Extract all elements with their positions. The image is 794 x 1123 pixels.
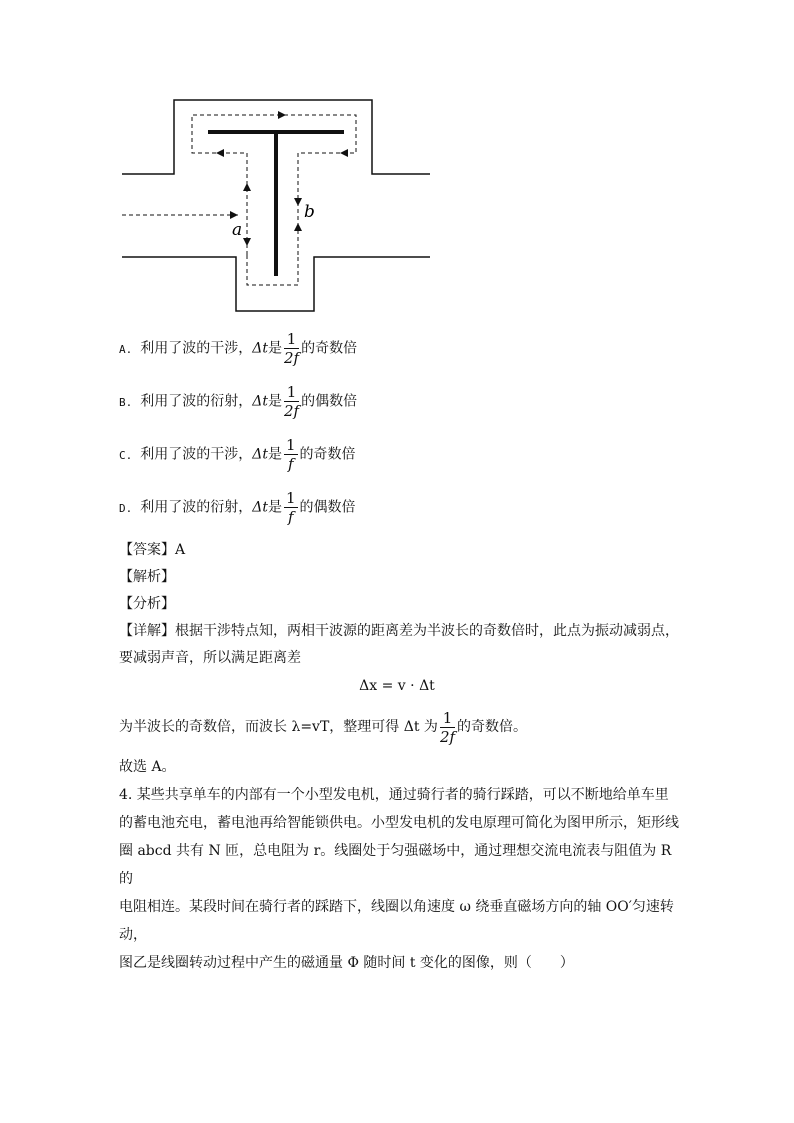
answer-line: 【答案】A <box>119 542 186 558</box>
arrow-left-up <box>243 183 251 191</box>
option-b[interactable]: B. 利用了波的衍射，Δt是 $\frac{1}{2f}$ 的偶数倍 <box>119 383 358 420</box>
arrow-top-right <box>278 111 286 119</box>
option-c[interactable]: C. 利用了波的干涉，Δt是 $\frac{1}{f}$ 的奇数倍 <box>119 436 356 473</box>
question-4: 4. 某些共享单车的内部有一个小型发电机，通过骑行者的骑行踩踏，可以不断地给单车里 的蓄电池充电，蓄电池再给智能锁供电。小型发电机的发电原理可简化为图甲所示，矩形线 圈 abcd 共有 N 匝，总电阻为 r。线圈处于匀强磁场中，通过理想交流电流表与阻值为 R 的 电阻相连。某段时间在骑行者的踩踏下，线圈以角速度 ω 绕垂直磁场方向的轴 OO′匀速转动， 图乙是线圈转动过程中产生的磁通量 Φ 随时间 t 变化的图像，则（ ） <box>119 787 679 971</box>
analysis-tag: 【解析】 <box>119 569 175 585</box>
label-b: b <box>304 202 315 222</box>
option-label: B. <box>119 395 133 409</box>
fraction: $\frac{1}{2f}$ <box>439 708 456 746</box>
arrow-top-left-down <box>216 149 224 157</box>
arrow-right-up <box>294 223 302 231</box>
option-label: D. <box>119 501 133 515</box>
fraction: $\frac{1}{2f}$ <box>284 330 300 367</box>
arrow-incoming <box>230 211 238 219</box>
fraction: $\frac{1}{f}$ <box>286 489 296 526</box>
path-dashed-bottom <box>247 255 298 285</box>
fraction: $\frac{1}{2f}$ <box>284 383 300 420</box>
conclusion: 故选 A。 <box>119 759 176 775</box>
arrow-right-down <box>294 198 302 206</box>
option-d[interactable]: D. 利用了波的衍射，Δt是 $\frac{1}{f}$ 的偶数倍 <box>119 489 356 526</box>
muffler-diagram <box>110 95 440 320</box>
option-a[interactable]: A. 利用了波的干涉，Δt是 $\frac{1}{2f}$ 的奇数倍 <box>119 330 358 367</box>
breakdown-tag: 【分析】 <box>119 596 175 612</box>
equation: Δx = v · Δt <box>359 678 435 694</box>
arrow-top-right-left <box>340 149 348 157</box>
detail-line3: 为半波长的奇数倍，而波长 λ=vT，整理可得 Δt 为 $\frac{1}{2f}$ 的奇数倍。 <box>119 708 528 746</box>
fraction: $\frac{1}{f}$ <box>286 436 296 473</box>
option-label: C. <box>119 448 133 462</box>
arrow-left-down <box>243 238 251 246</box>
label-a: a <box>232 220 243 240</box>
option-label: A. <box>119 342 133 356</box>
detail-paragraph: 【详解】根据干涉特点知，两相干波源的距离差为半波长的奇数倍时，此点为振动减弱点， 要减弱声音，所以满足距离差 <box>119 623 679 666</box>
